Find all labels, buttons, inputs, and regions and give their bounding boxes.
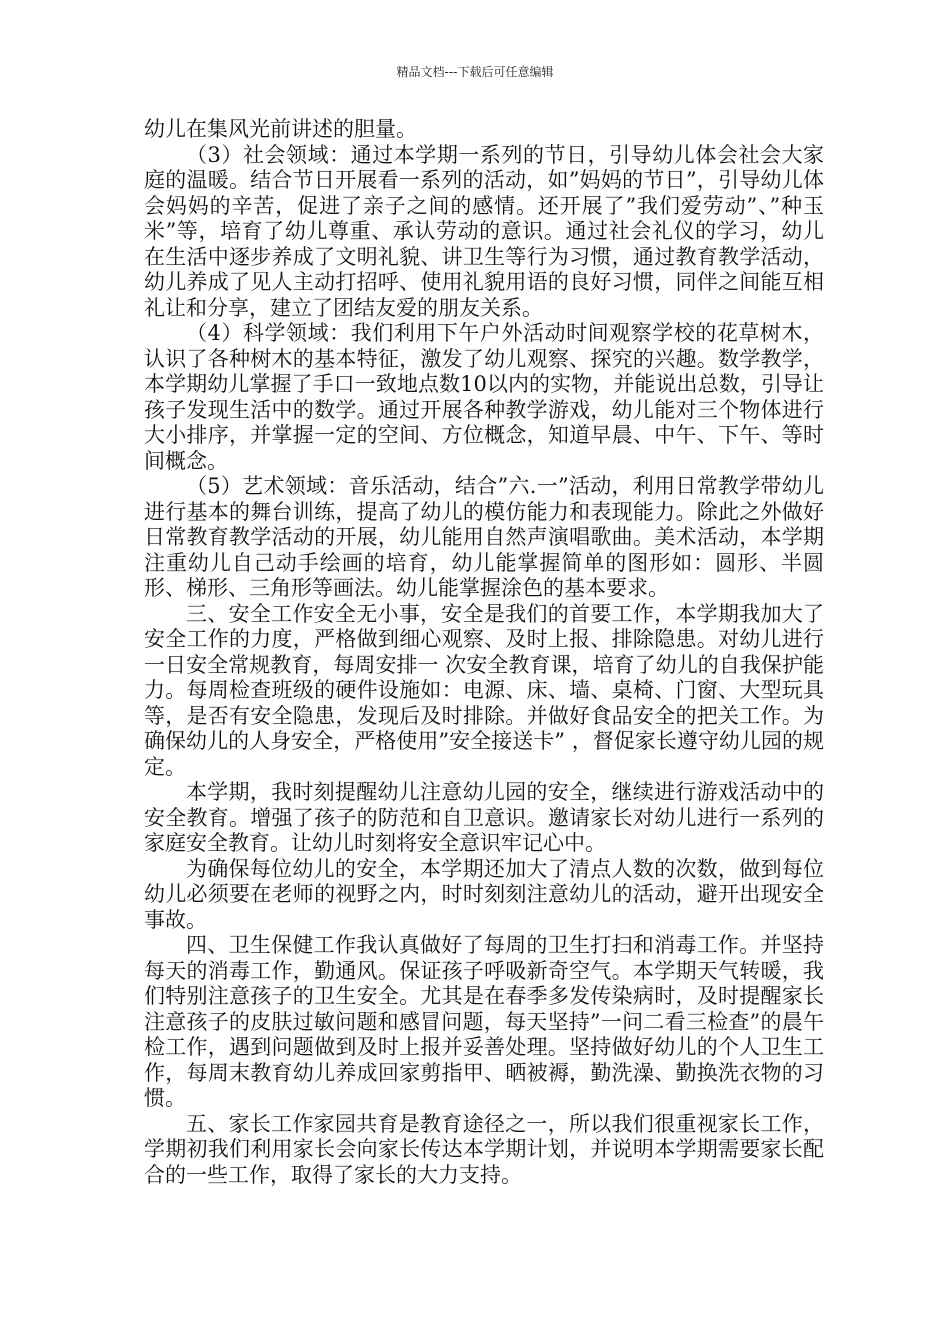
paragraph: （3）社会领域：通过本学期一系列的节日，引导幼儿体会社会大家庭的温暖。结合节日开展看一系列的活动，如”妈妈的节日”，引导幼儿体会妈妈的辛苦，促进了亲子之间的感情。还开展了”我们爱劳动”、”种玉米”等，培育了幼儿尊重、承认劳动的意识。通过社会礼仪的学习，幼儿在生活中逐步养成了文明礼貌、讲卫生等行为习惯，通过教育教学活动，幼儿养成了见人主动打招呼、使用礼貌用语的良好习惯，同伴之间能互相礼让和分享，建立了团结友爱的朋友关系。 (144, 142, 824, 320)
paragraph: 三、安全工作安全无小事，安全是我们的首要工作，本学期我加大了安全工作的力度，严格做到细心观察、及时上报、排除隐患。对幼儿进行一日安全常规教育，每周安排一 次安全教育课，培育了幼儿的自我保护能力。每周检查班级的硬件设施如：电源、床、墙、桌椅、门窗、大型玩具等，是否有安全隐患，发现后及时排除。并做好食品安全的把关工作。为确保幼儿的人身安全，严格使用”安全接送卡” ，督促家长遵守幼儿园的规定。 (144, 601, 824, 779)
page-header: 精品文档---下载后可任意编辑 (396, 65, 554, 79)
paragraph: 五、家长工作家园共育是教育途径之一，所以我们很重视家长工作，学期初我们利用家长会向家长传达本学期计划，并说明本学期需要家长配合的一些工作，取得了家长的大力支持。 (144, 1111, 824, 1187)
paragraph: （5）艺术领域：音乐活动，结合”六.一”活动，利用日常教学带幼儿进行基本的舞台训练，提高了幼儿的模仿能力和表现能力。除此之外做好日常教育教学活动的开展，幼儿能用自然声演唱歌曲。美术活动，本学期注重幼儿自己动手绘画的培育，幼儿能掌握简单的图形如：圆形、半圆形、梯形、三角形等画法。幼儿能掌握涂色的基本要求。 (144, 474, 824, 600)
paragraph: 四、卫生保健工作我认真做好了每周的卫生打扫和消毒工作。并坚持每天的消毒工作，勤通风。保证孩子呼吸新奇空气。本学期天气转暖，我们特别注意孩子的卫生安全。尤其是在春季多发传染病时，及时提醒家长注意孩子的皮肤过敏问题和感冒问题，每天坚持”一问二看三检查”的晨午检工作，遇到问题做到及时上报并妥善处理。坚持做好幼儿的个人卫生工作，每周末教育幼儿养成回家剪指甲、晒被褥，勤洗澡、勤换洗衣物的习惯。 (144, 933, 824, 1110)
paragraph: 为确保每位幼儿的安全，本学期还加大了清点人数的次数，做到每位幼儿必须要在老师的视野之内，时时刻刻注意幼儿的活动，避开出现安全事故。 (144, 856, 824, 932)
paragraph: 幼儿在集风光前讲述的胆量。 (144, 117, 417, 141)
document-body (144, 117, 824, 1188)
paragraph: （4）科学领域：我们利用下午户外活动时间观察学校的花草树木，认识了各种树木的基本特征，激发了幼儿观察、探究的兴趣。数学教学，本学期幼儿掌握了手口一致地点数10以内的实物，并能说出总数，引导让孩子发现生活中的数学。通过开展各种教学游戏，幼儿能对三个物体进行大小排序，并掌握一定的空间、方位概念，知道早晨、中午、下午、等时间概念。 (144, 321, 824, 473)
paragraph: 本学期，我时刻提醒幼儿注意幼儿园的安全，继续进行游戏活动中的安全教育。增强了孩子的防范和自卫意识。邀请家长对幼儿进行一系列的家庭安全教育。让幼儿时刻将安全意识牢记心中。 (144, 780, 824, 855)
